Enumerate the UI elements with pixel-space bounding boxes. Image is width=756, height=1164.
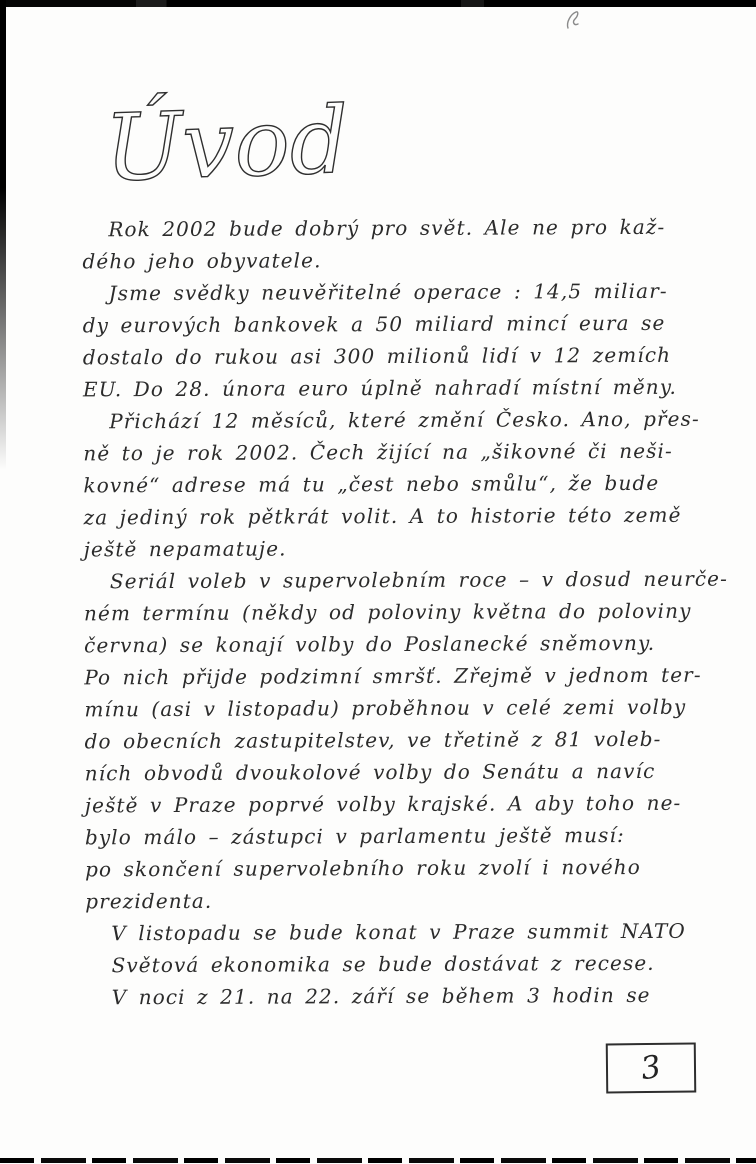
handwritten-line: ještě nepamatuje. xyxy=(83,536,287,562)
handwritten-line: ních obvodů dvoukolové volby do Senátu a navíc xyxy=(84,758,656,786)
handwritten-line: prezidenta. xyxy=(85,888,213,914)
handwritten-line: EU. Do 28. února euro úplně nahradí místní měny. xyxy=(82,374,677,402)
scan-artifact-bottom-edge xyxy=(0,1158,756,1163)
handwritten-line: kovné“ adrese má tu „čest nebo smůlu“, že bude xyxy=(83,470,660,498)
handwritten-body xyxy=(82,211,729,1014)
handwritten-line: Seriál voleb v supervolebním roce – v dosud neurče- xyxy=(109,566,729,594)
handwritten-line: ném termínu (někdy od poloviny května do poloviny xyxy=(83,598,692,626)
handwritten-line: Světová ekonomika se bude dostávat z recese. xyxy=(111,950,655,978)
pen-squiggle-mark xyxy=(562,6,596,36)
handwritten-line: do obecních zastupitelstev, ve třetině z 81 voleb- xyxy=(84,726,662,754)
handwritten-line: mínu (asi v listopadu) proběhnou v celé zemi volby xyxy=(84,694,687,722)
handwritten-line: ještě v Praze poprvé volby krajské. A aby toho ne- xyxy=(84,790,682,818)
handwritten-line: dého jeho obyvatele. xyxy=(82,248,322,274)
handwritten-line: dy eurových bankovek a 50 miliard mincí eura se xyxy=(82,310,666,338)
handwritten-line: V listopadu se bude konat v Praze summit NATO xyxy=(111,918,686,946)
handwritten-line: Po nich přijde podzimní smršť. Zřejmě v jednom ter- xyxy=(84,662,702,690)
page-number: 3 xyxy=(638,1048,664,1088)
handwritten-line: června) se konají volby do Poslanecké sněmovny. xyxy=(84,630,656,658)
handwritten-line: po skončení supervolebního roku zvolí i nového xyxy=(85,854,641,882)
page-number-box xyxy=(606,1043,697,1094)
page-title: Úvod xyxy=(103,86,351,203)
handwritten-line: Rok 2002 bude dobrý pro svět. Ale ne pro kaž- xyxy=(108,214,666,242)
scan-artifact-top-edge xyxy=(0,0,756,7)
scan-artifact-left-edge xyxy=(0,0,6,470)
handwritten-line: bylo málo – zástupci v parlamentu ještě musí: xyxy=(84,823,625,850)
handwritten-line: Jsme svědky neuvěřitelné operace : 14,5 miliar- xyxy=(108,278,668,306)
handwritten-line: za jediný rok pětkrát volit. A to historie této země xyxy=(83,502,682,530)
handwritten-line: dostalo do rukou asi 300 milionů lidí v 12 zemích xyxy=(82,342,672,370)
title-block xyxy=(100,80,400,214)
title-outline-lettering xyxy=(100,80,400,210)
handwritten-line: Přichází 12 měsíců, které změní Česko. Ano, přes- xyxy=(109,406,700,434)
handwritten-line: V noci z 21. na 22. září se během 3 hodin se xyxy=(111,982,651,1010)
handwritten-line: ně to je rok 2002. Čech žijící na „šikovné či neši- xyxy=(83,438,673,466)
